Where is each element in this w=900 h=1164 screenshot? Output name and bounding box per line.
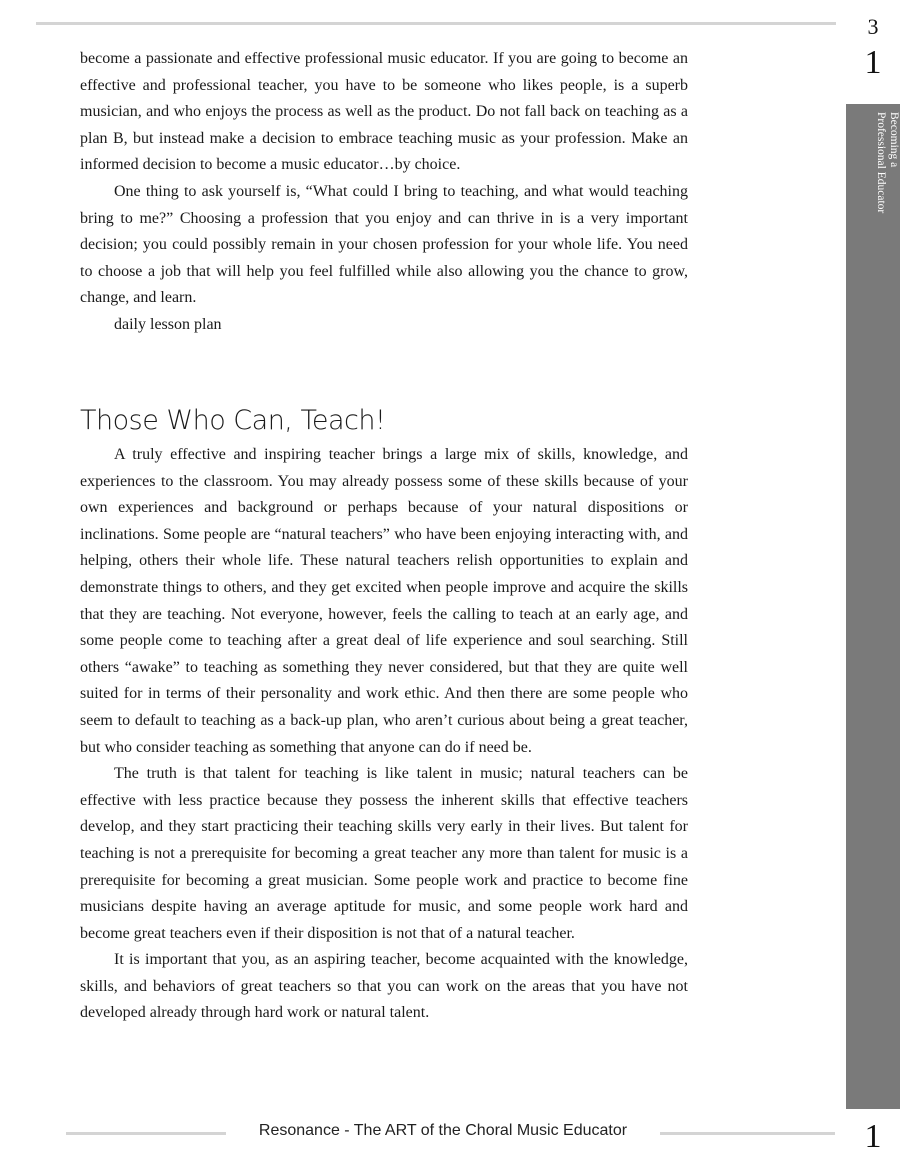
chapter-number-bottom: 1 — [864, 1118, 882, 1155]
section-paragraph-1: A truly effective and inspiring teacher brings a large mix of skills, knowledge, and experiences to the classroom. You may already possess some of these skills because of your own experiences and background or perhaps because of your natural dispositions or inclinations. Some people are “natural teachers” who have been enjoying interacting with, and helping, others their whole life. These natural teachers relish opportunities to explain and demonstrate things to others, and they get excited when people improve and acquire the skills that they are teaching. Not everyone, however, feels the calling to teach at an early age, and some people come to teaching after a great deal of life experience and soul searching. Still others “awake” to teaching as something they never considered, but that they are quite well suited for in terms of their personality and work ethic. And then there are some people who seem to default to teaching as a back-up plan, who aren’t curious about being a great teacher, but who consider teaching as something that anyone can do if need be. — [80, 446, 688, 756]
intro-paragraph-3: daily lesson plan — [114, 315, 222, 333]
footer-rule-right — [660, 1132, 835, 1135]
chapter-tab-line-2: Professional Educator — [875, 112, 887, 214]
chapter-tab-label — [872, 112, 900, 213]
intro-text — [80, 46, 688, 339]
intro-paragraph-2: One thing to ask yourself is, “What could I bring to teaching, and what would teaching bring to me?” Choosing a profession that you enjoy and can thrive in is a very important decision; you could possibly remain in your chosen profession for your whole life. You need to choose a job that will help you feel fulfilled while also allowing you the chance to grow, change, and learn. — [80, 182, 688, 307]
footer-book-title: Resonance - The ART of the Choral Music Educator — [258, 1122, 628, 1139]
chapter-tab — [846, 104, 900, 1109]
intro-paragraph-1: become a passionate and effective professional music educator. If you are going to become an effective and professional teacher, you have to be someone who likes people, is a superb musician, and who enjoys the process as well as the product. Do not fall back on teaching as a plan B, but instead make a decision to embrace teaching music as your profession. Make an informed decision to become a music educator…by choice. — [80, 50, 688, 174]
section-paragraph-2: The truth is that talent for teaching is like talent in music; natural teachers can be effective with less practice because they possess the inherent skills that effective teachers develop, and they start practicing their teaching skills very early in their lives. But talent for teaching is not a prerequisite for becoming a great teacher any more than talent for music is a prerequisite for becoming a great musician. Some people work and practice to become fine musicians despite having an average aptitude for music, and some people work hard and become great teachers even if their disposition is not that of a natural teacher. — [80, 765, 688, 942]
section-paragraph-3: It is important that you, as an aspiring teacher, become acquainted with the knowledge, skills, and behaviors of great teachers so that you can work on the areas that you have not developed already through hard work or natural talent. — [80, 951, 688, 1022]
footer-rule-left — [66, 1132, 226, 1135]
chapter-number-top: 1 — [864, 44, 882, 81]
top-rule — [36, 22, 836, 25]
section-heading: Those Who Can, Teach! — [80, 405, 386, 436]
chapter-tab-line-1: Becoming a — [888, 112, 900, 168]
page-number: 3 — [867, 14, 879, 39]
section-text — [80, 442, 688, 1027]
